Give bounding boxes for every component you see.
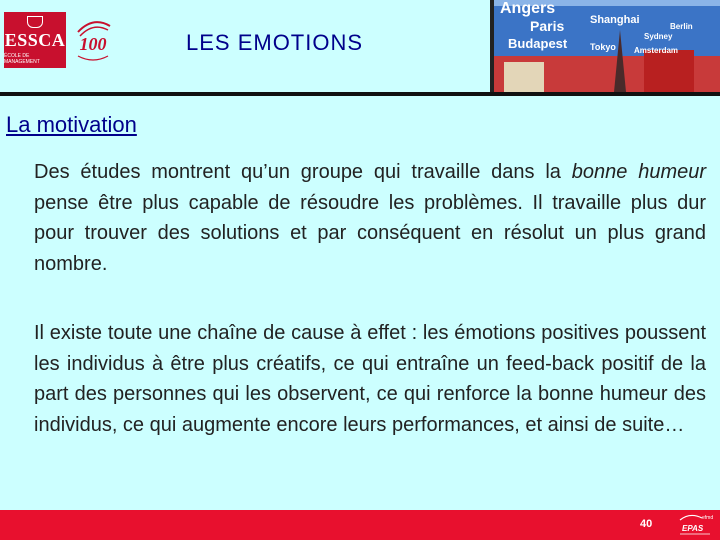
page-number: 40 (640, 518, 653, 530)
crest-icon (27, 16, 43, 28)
footer-bar (0, 510, 720, 540)
centenary-logo-text: 100 (79, 34, 107, 54)
collage-city: Berlin (670, 22, 693, 31)
collage-city: Budapest (508, 36, 568, 51)
collage-city: Tokyo (590, 42, 616, 52)
epas-logo-text: EPAS (682, 524, 704, 533)
paragraph-1-emphasis: bonne humeur (571, 161, 707, 183)
collage-city: Amsterdam (634, 46, 679, 55)
collage-city: Angers (500, 0, 556, 17)
essca-logo-tagline: ÉCOLE DE MANAGEMENT (4, 52, 40, 65)
cities-collage-image (490, 0, 720, 92)
paragraph-1-start: Des études montrent qu’un groupe qui travaille dans la (34, 161, 572, 183)
page-title: LES EMOTIONS (186, 30, 364, 55)
essca-logo (4, 12, 66, 68)
slide-header (0, 0, 720, 92)
paragraph-1-end: pense être plus capable de résoudre les problèmes. Il travaille plus dur pour trouver des solutions et par conséquent en résolut un plus grand nombre. (34, 191, 706, 275)
collage-city: Sydney (644, 32, 673, 41)
essca-logo-brand: ESSCA (4, 29, 66, 50)
epas-logo (676, 512, 716, 538)
paragraph-1 (34, 157, 706, 279)
header-divider (0, 92, 720, 96)
collage-city: Paris (530, 18, 565, 34)
epas-logo-small: efmd (702, 515, 714, 521)
section-title: La motivation (6, 112, 137, 137)
collage-city: Shanghai (590, 14, 640, 26)
centenary-logo (72, 14, 114, 66)
paragraph-2: Il existe toute une chaîne de cause à effet : les émotions positives poussent les individus à être plus créatifs, ce qui entraîne un feed-back positif de la part des personnes qui les observent, ce qui renforce la bonne humeur des individus, ce qui augmente encore leurs performances, et ainsi de suite… (34, 322, 706, 436)
